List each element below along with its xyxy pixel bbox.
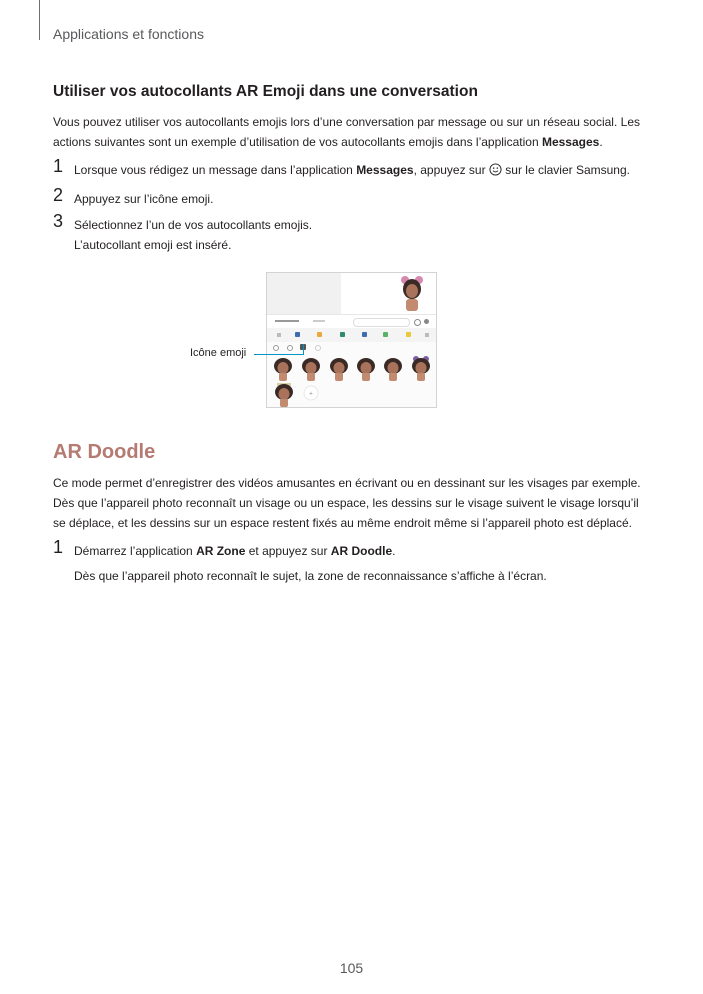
step-text: Sélectionnez l’un de vos autocollants emojis. L’autocollant emoji est inséré. xyxy=(74,215,653,255)
conversation-area xyxy=(267,273,436,314)
message-input-bar xyxy=(267,314,436,329)
emoji-sticker-grid xyxy=(267,342,436,407)
step-text: Démarrez l’application AR Zone et appuyez sur AR Doodle. Dès que l’appareil photo reconnaît le sujet, la zone de reconnaissance s’affiche à l’écran. xyxy=(74,541,653,586)
svg-text:+: + xyxy=(308,391,314,397)
step-result: L’autocollant emoji est inséré. xyxy=(74,238,232,252)
step-number: 1 xyxy=(53,156,64,176)
keyboard-toolbar xyxy=(267,328,436,342)
section-title: AR Doodle xyxy=(53,441,156,463)
step-1 xyxy=(53,156,653,180)
header-title: Applications et fonctions xyxy=(53,26,204,42)
step-result: Dès que l’appareil photo reconnaît le sujet, la zone de reconnaissance s’affiche à l’écran. xyxy=(74,569,547,583)
sticker-thumbnails xyxy=(267,356,436,407)
step-text: Lorsque vous rédigez un message dans l’application Messages, appuyez sur sur le clavier Samsung. xyxy=(74,163,630,177)
screenshot-figure xyxy=(266,272,437,408)
step-number: 1 xyxy=(53,537,64,557)
intro-paragraph xyxy=(53,112,653,152)
step-2 xyxy=(53,185,653,209)
sticker-sent-icon xyxy=(397,275,427,311)
step-text: Appuyez sur l’icône emoji. xyxy=(74,192,214,206)
smiley-icon xyxy=(489,163,502,176)
section-heading: Utiliser vos autocollants AR Emoji dans une conversation xyxy=(53,83,478,100)
ar-doodle-step-1 xyxy=(53,537,653,586)
step-3 xyxy=(53,211,653,255)
page-number: 105 xyxy=(339,960,364,976)
callout-label: Icône emoji xyxy=(190,347,247,359)
intro-line-2: actions suivantes sont un exemple d’utilisation de vos autocollants emojis dans l’application Messages. xyxy=(53,135,603,149)
ar-doodle-paragraph: Ce mode permet d’enregistrer des vidéos amusantes en écrivant ou en dessinant sur les visages par exemple. Dès que l’appareil photo reconnaît un visage ou un espace, les dessins sur le visage suivent le visage lorsqu’il se déplace, et les dessins sur un espace restent fixés au même endroit même si l’appareil photo est déplacé. xyxy=(53,476,641,530)
intro-line-1: Vous pouvez utiliser vos autocollants emojis lors d’une conversation par message ou sur un réseau social. Les xyxy=(53,115,640,129)
step-number: 2 xyxy=(53,185,64,205)
step-number: 3 xyxy=(53,211,64,231)
callout-line-vertical xyxy=(303,344,304,355)
callout-line xyxy=(254,354,304,355)
header-rule xyxy=(39,0,40,40)
